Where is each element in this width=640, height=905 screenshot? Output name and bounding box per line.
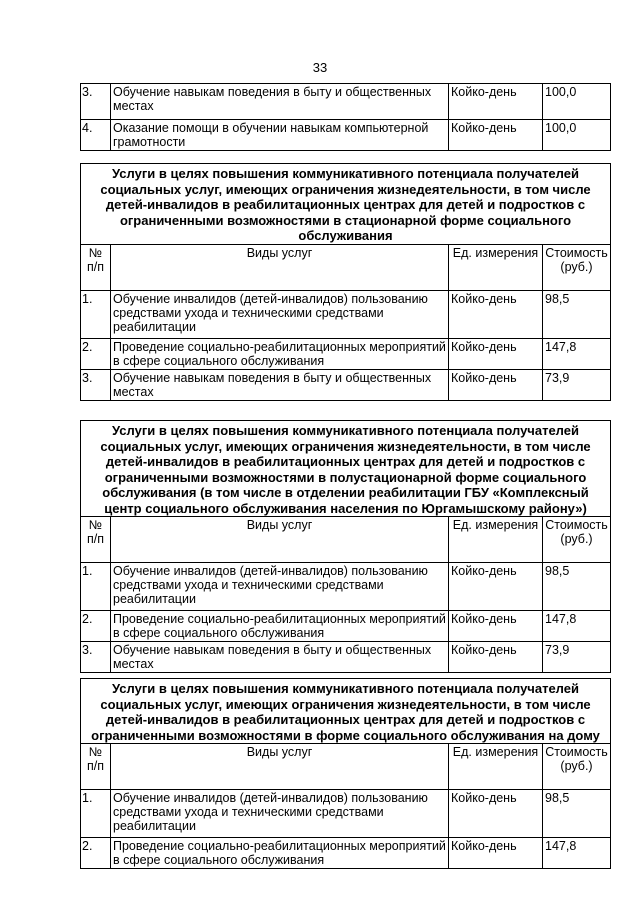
page-number: 33 (312, 60, 328, 75)
col-header-num: № п/п (81, 244, 111, 290)
row-number: 1. (81, 290, 111, 338)
table-row (81, 611, 611, 642)
table-row (81, 120, 611, 151)
unit-cell: Койко-день (449, 290, 543, 338)
col-header-cost: Стоимость (руб.) (543, 744, 611, 790)
services-table-home (80, 678, 611, 869)
cost-cell: 100,0 (543, 84, 611, 120)
cost-cell: 73,9 (543, 369, 611, 400)
table-row (81, 642, 611, 673)
column-header-row (81, 244, 611, 290)
row-number: 3. (81, 84, 111, 120)
service-name: Проведение социально-реабилитационных мероприятий в сфере социального обслуживания (111, 338, 449, 369)
col-header-unit: Ед. измерения (449, 517, 543, 563)
table-row (81, 338, 611, 369)
col-header-name: Виды услуг (111, 744, 449, 790)
table-row (81, 84, 611, 120)
cost-cell: 147,8 (543, 611, 611, 642)
services-table-semi-inpatient (80, 420, 611, 673)
col-header-num: № п/п (81, 517, 111, 563)
row-number: 3. (81, 369, 111, 400)
continuation-table (80, 83, 611, 151)
row-number: 2. (81, 338, 111, 369)
section-title: Услуги в целях повышения коммуникативного потенциала получателей социальных услуг, имеющих ограничения жизнедеятельности, в том числе детей-инвалидов в реабилитационных центрах для детей и подростков с ограниченными возможностями в стационарной форме социального обслуживания (81, 164, 611, 245)
unit-cell: Койко-день (449, 790, 543, 838)
service-name: Обучение инвалидов (детей-инвалидов) пользованию средствами ухода и техническими средствами реабилитации (111, 563, 449, 611)
service-name: Обучение навыкам поведения в быту и общественных местах (111, 369, 449, 400)
table-row (81, 290, 611, 338)
col-header-unit: Ед. измерения (449, 744, 543, 790)
unit-cell: Койко-день (449, 611, 543, 642)
section-title: Услуги в целях повышения коммуникативного потенциала получателей социальных услуг, имеющих ограничения жизнедеятельности, в том числе детей-инвалидов в реабилитационных центрах для детей и подростков с ограниченными возможностями в форме социального обслуживания на дому (81, 679, 611, 744)
row-number: 3. (81, 642, 111, 673)
cost-cell: 98,5 (543, 563, 611, 611)
col-header-num: № п/п (81, 744, 111, 790)
service-name: Обучение инвалидов (детей-инвалидов) пользованию средствами ухода и техническими средствами реабилитации (111, 790, 449, 838)
col-header-cost: Стоимость (руб.) (543, 244, 611, 290)
table-row (81, 369, 611, 400)
cost-cell: 147,8 (543, 838, 611, 869)
row-number: 2. (81, 611, 111, 642)
row-number: 1. (81, 563, 111, 611)
service-name: Оказание помощи в обучении навыкам компьютерной грамотности (111, 120, 449, 151)
unit-cell: Койко-день (449, 120, 543, 151)
service-name: Обучение навыкам поведения в быту и общественных местах (111, 84, 449, 120)
unit-cell: Койко-день (449, 563, 543, 611)
service-name: Проведение социально-реабилитационных мероприятий в сфере социального обслуживания (111, 838, 449, 869)
unit-cell: Койко-день (449, 642, 543, 673)
column-header-row (81, 744, 611, 790)
unit-cell: Койко-день (449, 369, 543, 400)
unit-cell: Койко-день (449, 338, 543, 369)
table-row (81, 838, 611, 869)
unit-cell: Койко-день (449, 84, 543, 120)
row-number: 2. (81, 838, 111, 869)
cost-cell: 147,8 (543, 338, 611, 369)
table-row (81, 563, 611, 611)
cost-cell: 73,9 (543, 642, 611, 673)
column-header-row (81, 517, 611, 563)
col-header-cost: Стоимость (руб.) (543, 517, 611, 563)
service-name: Обучение навыкам поведения в быту и общественных местах (111, 642, 449, 673)
service-name: Проведение социально-реабилитационных мероприятий в сфере социального обслуживания (111, 611, 449, 642)
cost-cell: 98,5 (543, 790, 611, 838)
table-row (81, 790, 611, 838)
col-header-name: Виды услуг (111, 517, 449, 563)
row-number: 1. (81, 790, 111, 838)
section-title: Услуги в целях повышения коммуникативного потенциала получателей социальных услуг, имеющих ограничения жизнедеятельности, в том числе детей-инвалидов в реабилитационных центрах для детей и подростков с ограниченными возможностями в полустационарной форме социального обслуживания (в том числе в отделении реабилитации ГБУ «Комплексный центр социального обслуживания населения по Юргамышскому району») (81, 421, 611, 517)
services-table-inpatient (80, 163, 611, 401)
service-name: Обучение инвалидов (детей-инвалидов) пользованию средствами ухода и техническими средствами реабилитации (111, 290, 449, 338)
col-header-name: Виды услуг (111, 244, 449, 290)
row-number: 4. (81, 120, 111, 151)
cost-cell: 100,0 (543, 120, 611, 151)
cost-cell: 98,5 (543, 290, 611, 338)
col-header-unit: Ед. измерения (449, 244, 543, 290)
unit-cell: Койко-день (449, 838, 543, 869)
